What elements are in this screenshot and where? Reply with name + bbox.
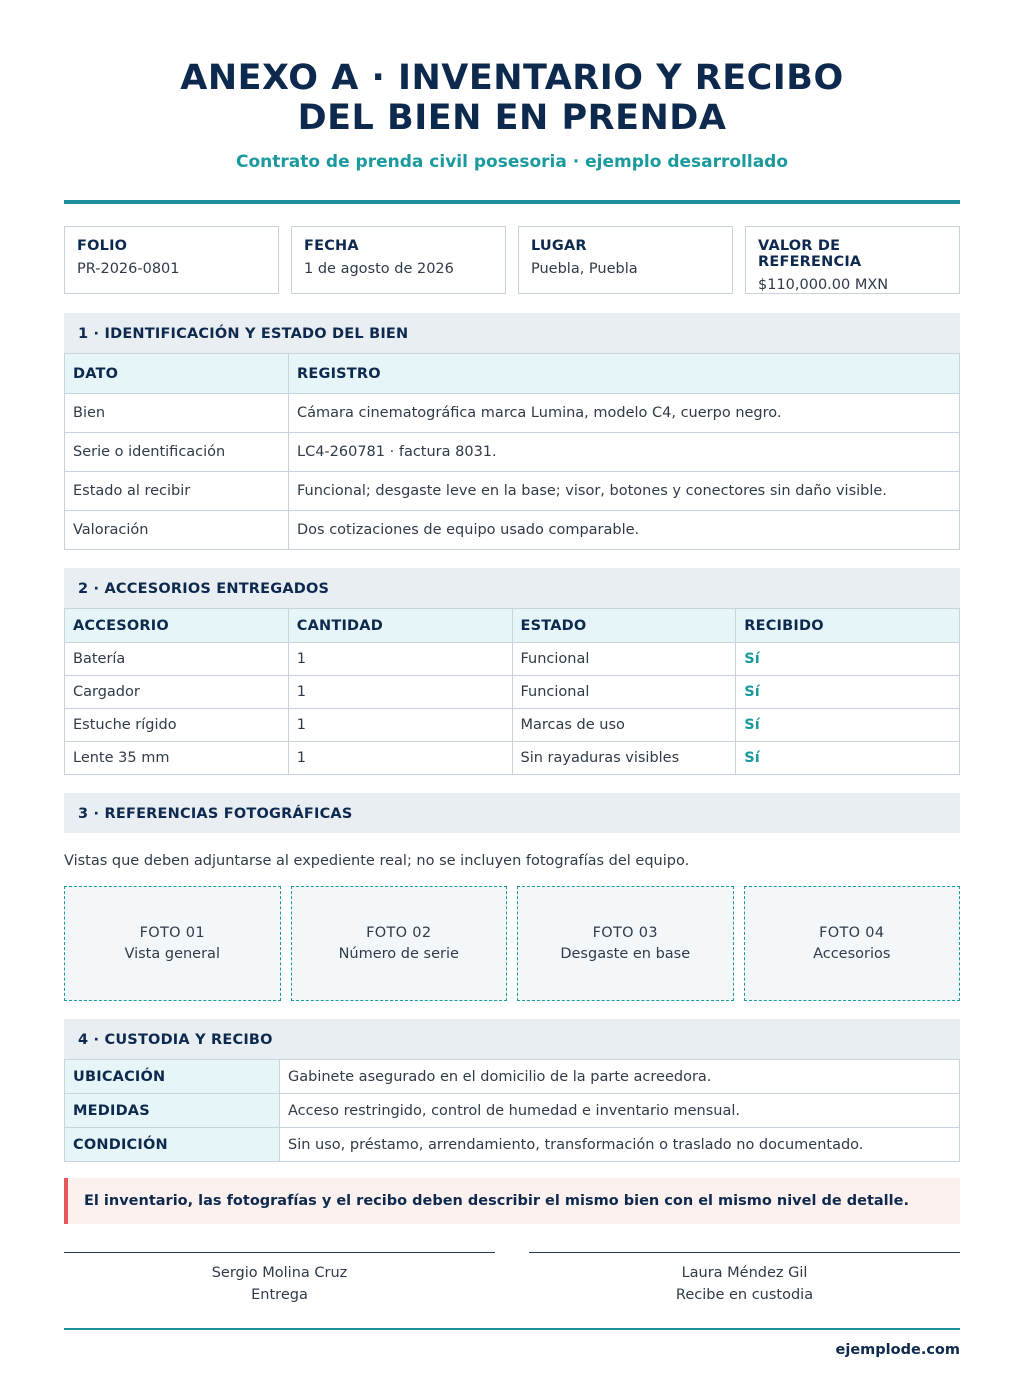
table-cell: Estado al recibir [65, 472, 289, 511]
row-label: UBICACIÓN [65, 1060, 280, 1094]
footer-divider [64, 1328, 960, 1330]
section-heading-identificacion: 1 · IDENTIFICACIÓN Y ESTADO DEL BIEN [64, 313, 960, 353]
table-cell: 1 [288, 742, 512, 775]
section-heading-custodia: 4 · CUSTODIA Y RECIBO [64, 1019, 960, 1059]
photo-id: FOTO 04 [819, 924, 885, 941]
meta-label: VALOR DE REFERENCIA [758, 238, 862, 270]
photo-caption: Accesorios [813, 945, 891, 962]
table-cell: Acceso restringido, control de humedad e inventario mensual. [280, 1094, 960, 1128]
table-cell: Funcional [512, 676, 736, 709]
meta-card-folio [64, 226, 279, 294]
table-cell: Funcional [512, 643, 736, 676]
signature-block [64, 1252, 960, 1306]
column-header: CANTIDAD [288, 609, 512, 643]
meta-label: FOLIO [77, 238, 128, 254]
row-label: CONDICIÓN [65, 1128, 280, 1162]
photo-id: FOTO 02 [366, 924, 432, 941]
table-cell: Serie o identificación [65, 433, 289, 472]
meta-label: LUGAR [531, 238, 587, 254]
photo-placeholders [64, 886, 960, 1001]
meta-value: PR-2026-0801 [77, 261, 180, 277]
meta-card-lugar [518, 226, 733, 294]
meta-value: $110,000.00 MXN [758, 277, 889, 293]
table-cell: Cargador [65, 676, 289, 709]
table-cell: 1 [288, 709, 512, 742]
table-cell: Bien [65, 394, 289, 433]
page-title [64, 58, 960, 138]
column-header: ACCESORIO [65, 609, 289, 643]
table-row [65, 394, 960, 433]
column-header: ESTADO [512, 609, 736, 643]
table-cell: 1 [288, 676, 512, 709]
table-cell: Sin uso, préstamo, arrendamiento, transformación o traslado no documentado. [280, 1128, 960, 1162]
table-cell: Sin rayaduras visibles [512, 742, 736, 775]
section-heading-accesorios: 2 · ACCESORIOS ENTREGADOS [64, 568, 960, 608]
table-cell: 1 [288, 643, 512, 676]
table-row [65, 1094, 960, 1128]
table-row [65, 643, 960, 676]
received-status: Sí [736, 643, 960, 676]
table-row [65, 676, 960, 709]
title-divider [64, 200, 960, 204]
photo-placeholder [64, 886, 281, 1001]
table-header-row [65, 354, 960, 394]
table-row [65, 433, 960, 472]
photo-caption: Desgaste en base [560, 945, 691, 962]
photo-placeholder [291, 886, 508, 1001]
title-line-1: ANEXO A · INVENTARIO Y RECIBO [180, 58, 844, 98]
table-cell: Estuche rígido [65, 709, 289, 742]
table-row [65, 709, 960, 742]
meta-cards [64, 226, 960, 294]
received-status: Sí [736, 742, 960, 775]
table-cell: Batería [65, 643, 289, 676]
meta-card-fecha [291, 226, 506, 294]
table-cell: Lente 35 mm [65, 742, 289, 775]
table-header-row [65, 609, 960, 643]
photo-note: Vistas que deben adjuntarse al expediente real; no se incluyen fotografías del equipo. [64, 853, 690, 869]
photo-placeholder [744, 886, 961, 1001]
table-cell: Marcas de uso [512, 709, 736, 742]
signature-recibe [529, 1252, 960, 1306]
meta-value: 1 de agosto de 2026 [304, 261, 454, 277]
table-cell: Dos cotizaciones de equipo usado comparable. [289, 511, 960, 550]
photo-caption: Número de serie [338, 945, 459, 962]
column-header: REGISTRO [289, 354, 960, 394]
received-status: Sí [736, 709, 960, 742]
table-row [65, 1128, 960, 1162]
important-callout: El inventario, las fotografías y el recibo deben describir el mismo bien con el mismo nivel de detalle. [64, 1178, 960, 1224]
custodia-table [64, 1059, 960, 1162]
table-cell: Valoración [65, 511, 289, 550]
photo-placeholder [517, 886, 734, 1001]
meta-label: FECHA [304, 238, 359, 254]
table-cell: Gabinete asegurado en el domicilio de la parte acreedora. [280, 1060, 960, 1094]
signer-name: Sergio Molina Cruz [211, 1265, 348, 1281]
table-row [65, 472, 960, 511]
column-header: DATO [65, 354, 289, 394]
meta-card-valor [745, 226, 960, 294]
photo-id: FOTO 03 [592, 924, 658, 941]
title-line-2: DEL BIEN EN PRENDA [297, 98, 727, 138]
subtitle: Contrato de prenda civil posesoria · ejemplo desarrollado [235, 152, 789, 172]
section-heading-fotografias: 3 · REFERENCIAS FOTOGRÁFICAS [64, 793, 960, 833]
signer-name: Laura Méndez Gil [681, 1265, 808, 1281]
table-cell: LC4-260781 · factura 8031. [289, 433, 960, 472]
signer-role: Entrega [251, 1287, 308, 1303]
photo-caption: Vista general [124, 945, 220, 962]
table-row [65, 1060, 960, 1094]
accesorios-table [64, 608, 960, 775]
footer-site: ejemplode.com [835, 1342, 960, 1358]
column-header: RECIBIDO [736, 609, 960, 643]
table-cell: Cámara cinematográfica marca Lumina, modelo C4, cuerpo negro. [289, 394, 960, 433]
signer-role: Recibe en custodia [675, 1287, 814, 1303]
identificacion-table [64, 353, 960, 550]
received-status: Sí [736, 676, 960, 709]
table-cell: Funcional; desgaste leve en la base; visor, botones y conectores sin daño visible. [289, 472, 960, 511]
table-row [65, 742, 960, 775]
table-row [65, 511, 960, 550]
document-page [64, 0, 960, 1358]
photo-id: FOTO 01 [139, 924, 205, 941]
signature-entrega [64, 1252, 495, 1306]
meta-value: Puebla, Puebla [531, 261, 638, 277]
row-label: MEDIDAS [65, 1094, 280, 1128]
